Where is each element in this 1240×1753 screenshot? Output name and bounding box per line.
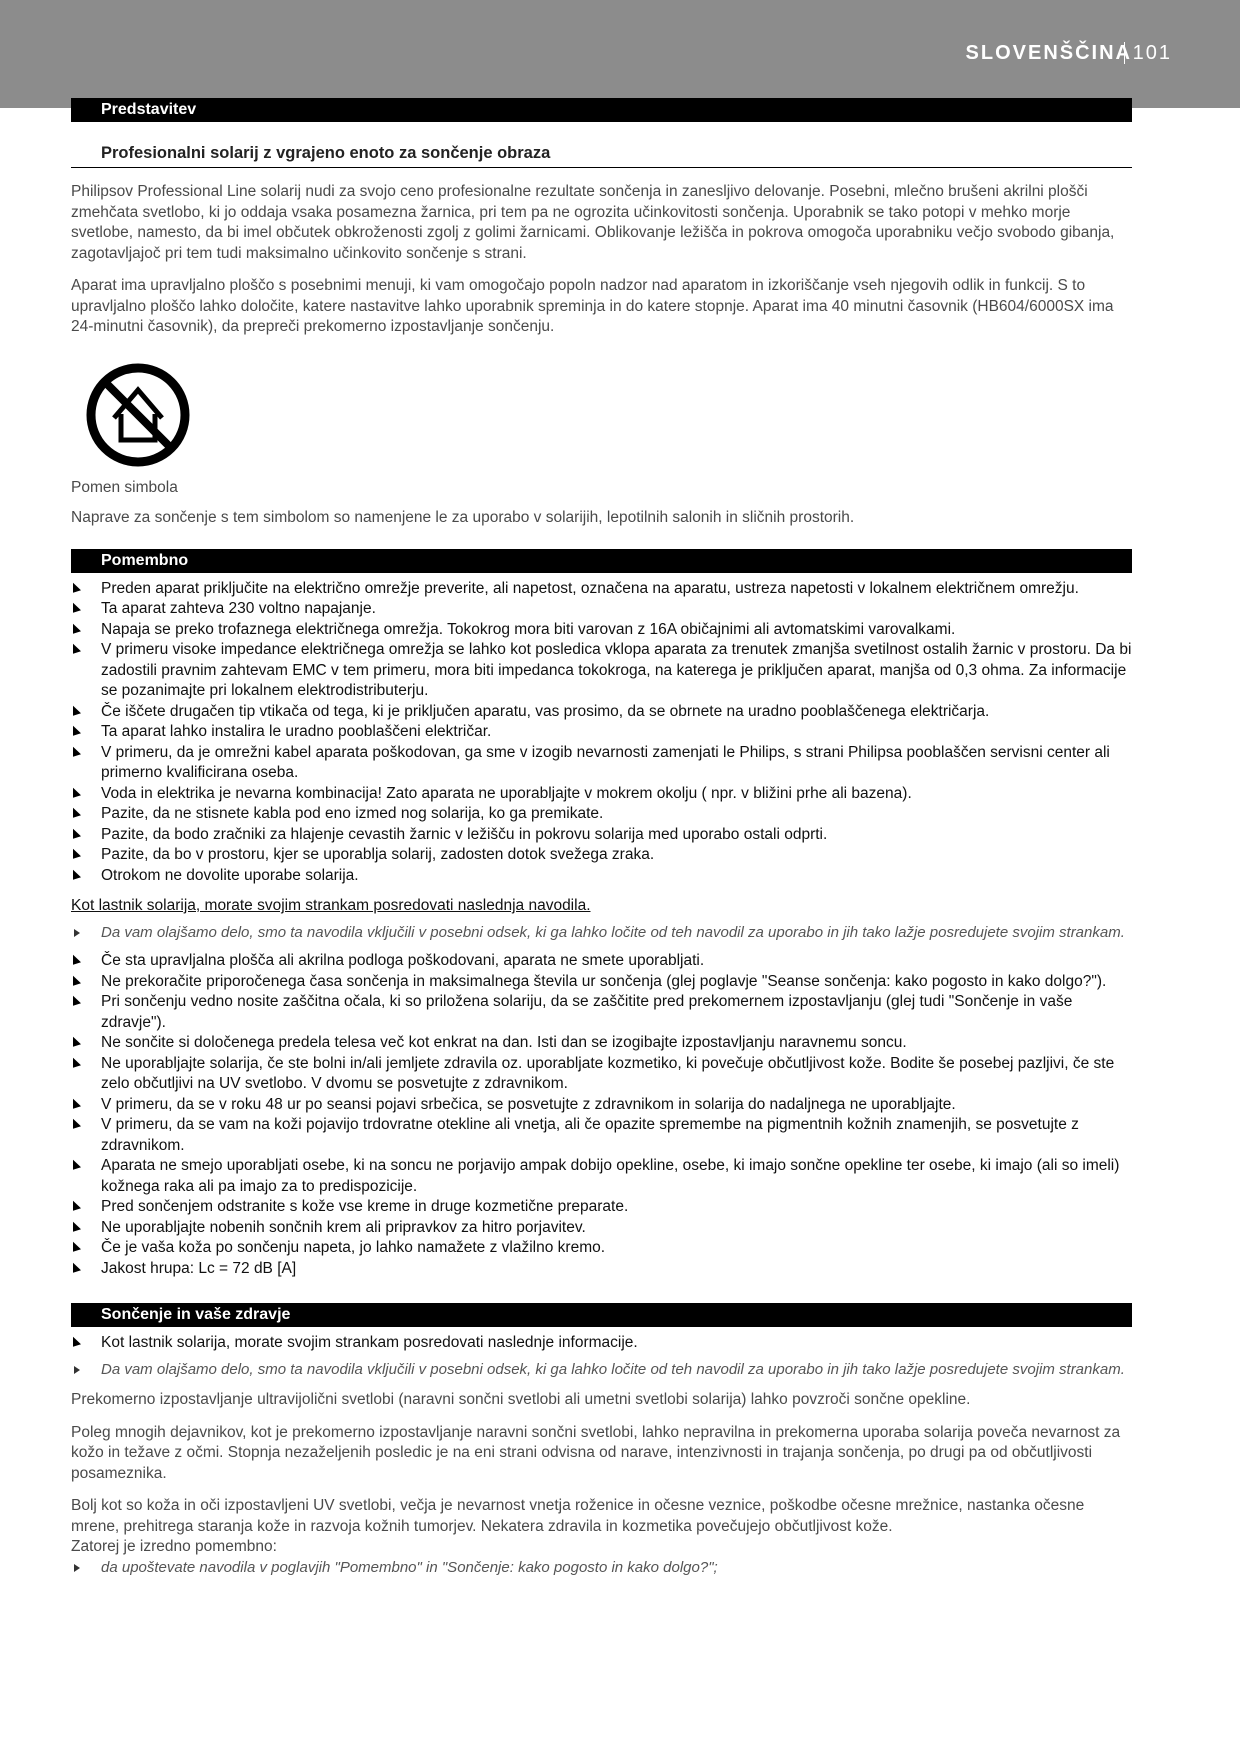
bullet-icon: [73, 582, 81, 595]
list-item: Preden aparat priključite na električno omrežje preverite, ali napetost, označena na aparatu, ustreza napetosti v lokalnem električnem omrežju.: [71, 579, 1132, 600]
list-item: Ne prekoračite priporočenega časa sončenja in maksimalnega števila ur sončenja (glej poglavje "Seanse sončenja: kako pogosto in kako dolgo?").: [71, 972, 1132, 993]
bullet-icon: [73, 1221, 81, 1234]
bullet-icon: [73, 644, 81, 657]
bullet-icon: [73, 623, 81, 636]
no-home-use-symbol-icon: [83, 360, 193, 470]
list-item: Pazite, da bodo zračniki za hlajenje cevastih žarnic v ležišču in pokrovu solarija med uporabo ostali odprti.: [71, 825, 1132, 846]
bullet-icon: [73, 1262, 81, 1275]
list-item: Ne sončite si določenega predela telesa več kot enkrat na dan. Isti dan se izogibajte izpostavljanju naravnemu soncu.: [71, 1033, 1132, 1054]
list-item: Pred sončenjem odstranite s kože vse kreme in druge kozmetične preparate.: [71, 1197, 1132, 1218]
list-item: Če je vaša koža po sončenju napeta, jo lahko namažete z vlažilno kremo.: [71, 1238, 1132, 1259]
list-item: Če iščete drugačen tip vtikača od tega, ki je priključen aparatu, vas prosimo, da se obrnete na uradno pooblaščenega električarja.: [71, 702, 1132, 723]
list-item: Ta aparat lahko instalira le uradno pooblaščeni električar.: [71, 722, 1132, 743]
health-paragraph-1: Prekomerno izpostavljanje ultravijolični svetlobi (naravni sončni svetlobi ali umetni svetlobi solarija) lahko povzroči sončne opekline.: [71, 1391, 971, 1408]
list-item: Ta aparat zahteva 230 voltno napajanje.: [71, 599, 1132, 620]
page-number: 101: [1124, 42, 1172, 64]
symbol-caption: Pomen simbola: [71, 478, 178, 496]
list-item: Pazite, da bo v prostoru, kjer se uporablja solarij, zadosten dotok svežega zraka.: [71, 845, 1132, 866]
list-item: Kot lastnik solarija, morate svojim strankam posredovati naslednje informacije.: [71, 1333, 1132, 1354]
bullet-icon: [73, 1037, 81, 1050]
list-item: Napaja se preko trofaznega električnega omrežja. Tokokrog mora biti varovan z 16A običajnimi ali avtomatskimi varovalkami.: [71, 620, 1132, 641]
bullet-icon: [73, 849, 81, 862]
tip-arrow-icon: [74, 1366, 80, 1374]
bullet-icon: [73, 1119, 81, 1132]
list-item: Ne uporabljajte nobenih sončnih krem ali pripravkov za hitro porjavitev.: [71, 1218, 1132, 1239]
list-item: Pri sončenju vedno nosite zaščitna očala, ki so priložena solariju, da se zaščitite pred prekomernem izpostavljanju (glej tudi "Sončenje in vaše zdravje").: [71, 992, 1132, 1033]
health-paragraph-3: Bolj kot so koža in oči izpostavljeni UV svetlobi, večja je nevarnost vnetja roženice in očesne veznice, poškodbe očesne mrežnice, nastanka očesne mrene, prehitrega staranja kože in razvoja kožnih tumorjev. Nekatera zdravila in kozmetika povečujejo občutljivost kože.: [71, 1497, 1085, 1535]
list-item: Jakost hrupa: Lc = 72 dB [A]: [71, 1259, 1132, 1280]
list-item: V primeru, da se v roku 48 ur po seansi pojavi srbečica, se posvetujte z zdravnikom in solarija do nadaljnega ne uporabljajte.: [71, 1095, 1132, 1116]
bullet-icon: [73, 955, 81, 968]
bullet-icon: [73, 1201, 81, 1214]
list-item: V primeru visoke impedance električnega omrežja se lahko kot posledica vklopa aparata za trenutek zmanjša svetilnost ostalih žarnic v prostoru. Da bi zadostili pravnim zahtevam EMC v tem primeru, mora biti impedanca tokokroga, na katerega je priključen aparat, manjša od 0,3 ohma. Za informacije se pozanimajte pri lokalnem elektrodistributerju.: [71, 640, 1132, 702]
bullet-icon: [73, 996, 81, 1009]
intro-paragraph-2: Aparat ima upravljalno ploščo s posebnimi menuji, ki vam omogočajo popoln nadzor nad aparatom in izkoriščanje vseh njegovih odlik in funkcij. S to upravljalno ploščo lahko določite, katere nastavitve lahko uporabnik spreminja in do katere stopnje. Aparat ima 40 minutni časovnik (HB604/6000SX ima 24-minutni časovnik), da prepreči prekomerno izpostavljanje sončenju.: [71, 277, 1114, 335]
health-tip-note: Da vam olajšamo delo, smo ta navodila vključili v posebni odsek, ki ga lahko ločite od teh navodil za uporabo in jih tako lažje posredujete svojim strankam.: [71, 1360, 1132, 1381]
bullet-icon: [73, 808, 81, 821]
bullet-icon: [73, 726, 81, 739]
list-item: Aparata ne smejo uporabljati osebe, ki na soncu ne porjavijo ampak dobijo opekline, osebe, ki imajo sončne opekline ter osebe, ki imajo (ali so imeli) kožnega raka ali pa imajo za to predispozicije.: [71, 1156, 1132, 1197]
list-item: Ne uporabljajte solarija, če ste bolni in/ali jemljete zdravila oz. uporabljate kozmetiko, ki povečuje občutljivost kože. Bodite še posebej pazljivi, če ste zelo občutljivi na UV svetlobo. V dvomu se posvetujte z zdravnikom.: [71, 1054, 1132, 1095]
owner-note: Kot lastnik solarija, morate svojim strankam posredovati naslednja navodila.: [71, 897, 591, 914]
customer-instructions-list: [71, 951, 1132, 1279]
tip-arrow-icon: [74, 929, 80, 937]
page-header-band: [0, 0, 1240, 108]
list-item: V primeru, da je omrežni kabel aparata poškodovan, ga sme v izogib nevarnosti zamenjati le Philips, s strani Philipsa pooblaščen servisni center ali primerno kvalificirana oseba.: [71, 743, 1132, 784]
page-content: [71, 98, 1132, 1578]
section-title-intro: Predstavitev: [71, 98, 1132, 122]
bullet-icon: [73, 1337, 81, 1350]
section-title-health: Sončenje in vaše zdravje: [71, 1303, 1132, 1327]
symbol-description: Naprave za sončenje s tem simbolom so namenjene le za uporabo v solarijih, lepotilnih salonih in sličnih prostorih.: [71, 509, 855, 526]
bullet-icon: [73, 1098, 81, 1111]
list-item: Pazite, da ne stisnete kabla pod eno izmed nog solarija, ko ga premikate.: [71, 804, 1132, 825]
tip-note: Da vam olajšamo delo, smo ta navodila vključili v posebni odsek, ki ga lahko ločite od teh navodil za uporabo in jih tako lažje posredujete svojim strankam.: [71, 923, 1132, 944]
bullet-icon: [73, 705, 81, 718]
health-paragraph-2: Poleg mnogih dejavnikov, kot je prekomerno izpostavljanje naravni sončni svetlobi, lahko nepravilna in prekomerna uporaba solarija poveča nevarnost za kožo in težave z očmi. Stopnja nezaželjenih posledic je na eni strani odvisna od narave, intenzivnosti in trajanja sončenja, po drugi pa od občutljivosti posameznika.: [71, 1423, 1121, 1482]
health-bullet-list: [71, 1333, 1132, 1354]
list-item: Če sta upravljalna plošča ali akrilna podloga poškodovani, aparata ne smete uporabljati.: [71, 951, 1132, 972]
bullet-icon: [73, 1160, 81, 1173]
list-item: Voda in elektrika je nevarna kombinacija! Zato aparata ne uporabljajte v mokrem okolju ( npr. v bližini prhe ali bazena).: [71, 784, 1132, 805]
important-bullet-list: [71, 579, 1132, 887]
intro-subtitle: Profesionalni solarij z vgrajeno enoto za sončenje obraza: [71, 122, 1132, 168]
bullet-icon: [73, 869, 81, 882]
tip-arrow-icon: [74, 1564, 80, 1572]
bullet-icon: [73, 746, 81, 759]
bullet-icon: [73, 603, 81, 616]
language-label: SLOVENŠČINA: [965, 42, 1132, 64]
bullet-icon: [73, 1242, 81, 1255]
list-item: Otrokom ne dovolite uporabe solarija.: [71, 866, 1132, 887]
bullet-icon: [73, 787, 81, 800]
health-therefore: Zatorej je izredno pomembno:: [71, 1538, 277, 1555]
list-item: V primeru, da se vam na koži pojavijo trdovratne otekline ali vnetja, ali če opazite spremembe na pigmentnih kožnih znamenjih, se posvetujte z zdravnikom.: [71, 1115, 1132, 1156]
bullet-icon: [73, 828, 81, 841]
intro-paragraph-1: Philipsov Professional Line solarij nudi za svojo ceno profesionalne rezultate sončenja in zanesljivo delovanje. Posebni, mlečno brušeni akrilni plošči zmehčata svetlobo, ki jo oddaja vsaka posamezna žarnica, pri tem pa ne ogrozita učinkovitosti sončenja. Uporabnik se tako potopi v mehko morje svetlobe, namesto, da bi imel občutek obkroženosti zgolj z golimi žarnicami. Oblikovanje ležišča in pokrova omogoča uporabniku večjo svobodo gibanja, zagotavljajoč pri tem tudi maksimalno učinkovito sončenje s strani.: [71, 183, 1115, 262]
section-title-important: Pomembno: [71, 549, 1132, 573]
bullet-icon: [73, 975, 81, 988]
health-tip-2: da upoštevate navodila v poglavjih "Pomembno" in "Sončenje: kako pogosto in kako dolgo?";: [71, 1558, 1132, 1579]
bullet-icon: [73, 1057, 81, 1070]
